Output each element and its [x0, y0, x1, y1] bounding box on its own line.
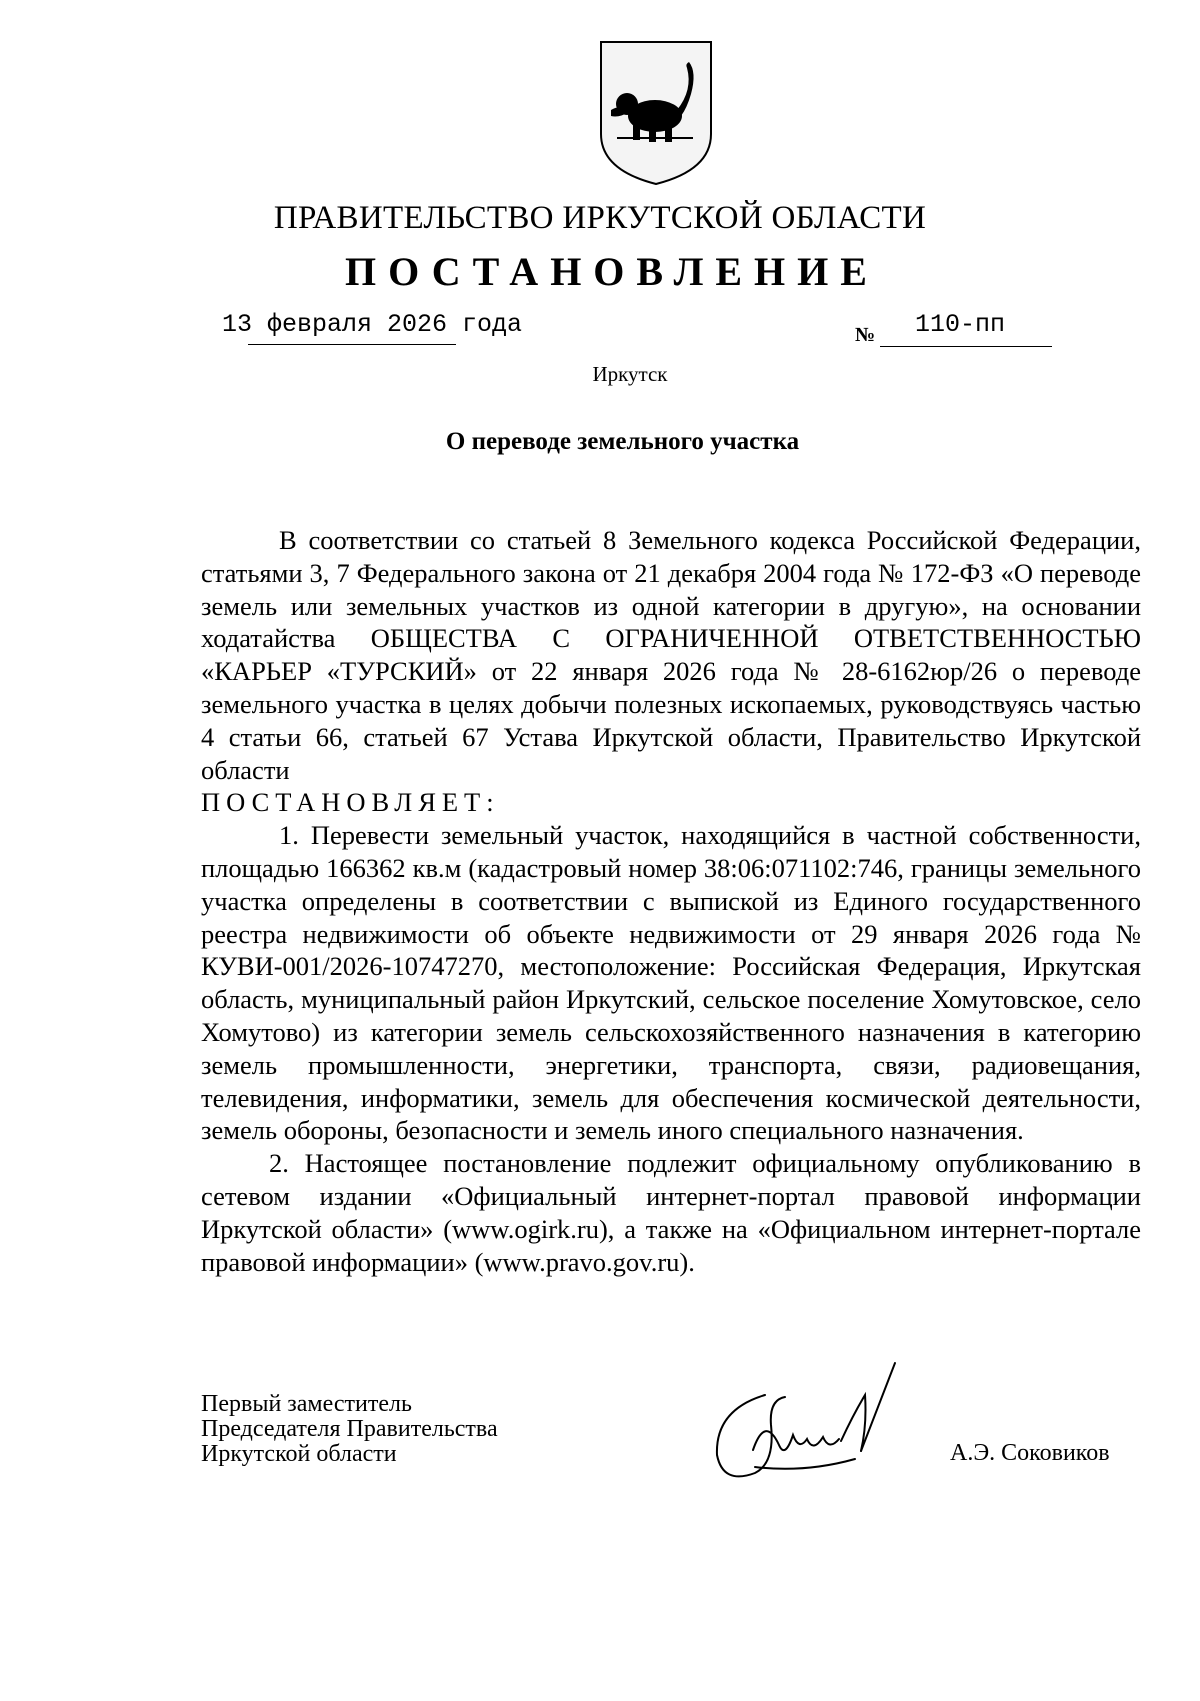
handwritten-signature — [695, 1355, 925, 1505]
signer-position-line-1: Первый заместитель — [201, 1391, 412, 1417]
document-body — [201, 524, 1141, 1278]
document-number: 110-пп — [915, 310, 1006, 339]
government-title: ПРАВИТЕЛЬСТВО ИРКУТСКОЙ ОБЛАСТИ — [273, 200, 927, 236]
number-sign: № — [855, 324, 876, 346]
signer-position — [201, 1392, 498, 1467]
issue-city: Иркутск — [592, 362, 668, 386]
resolution-item-2: 2. Настоящее постановление подлежит официальному опубликованию в сетевом издании «Официальный интернет-портал правовой информации Иркутской области» (www.ogirk.ru), а также на «Официальном интернет-портале правовой информации» (www.pravo.gov.ru). — [201, 1148, 1141, 1277]
resolution-item-1: 1. Перевести земельный участок, находящийся в частной собственности, площадью 166362 кв.м (кадастровый номер 38:06:071102:746, границы земельного участка определены в соответствии с выпиской из Единого государственного реестра недвижимости об объекте недвижимости от 29 января 2026 года № КУВИ-001/2026-10747270, местоположение: Российская Федерация, Иркутская область, муниципальный район Иркутский, сельское поселение Хомутовское, село Хомутово) из категории земель сельскохозяйственного назначения в категорию земель промышленности, энергетики, транспорта, связи, радиовещания, телевидения, информатики, земель для обеспечения космической деятельности, земель обороны, безопасности и земель иного специального назначения. — [201, 820, 1141, 1146]
number-underline — [880, 346, 1052, 347]
resolves-heading: ПОСТАНОВЛЯЕТ: — [201, 787, 500, 818]
document-date: 13 февраля 2026 года — [222, 310, 523, 339]
preamble-paragraph: В соответствии со статьей 8 Земельного кодекса Российской Федерации, статьями 3, 7 Федерального закона от 21 декабря 2004 года № 172-ФЗ «О переводе земель или земельных участков из одной категории в другую», на основании ходатайства ОБЩЕСТВА С ОГРАНИЧЕННОЙ ОТВЕТСТВЕННОСТЬЮ «КАРЬЕР «ТУРСКИЙ» от 22 января 2026 года № 28-6162юр/26 о переводе земельного участка в целях добычи полезных ископаемых, руководствуясь частью 4 статьи 66, статьей 67 Устава Иркутской области, Правительство Иркутской области — [201, 525, 1141, 785]
document-type: ПОСТАНОВЛЕНИЕ — [345, 249, 879, 294]
date-underline — [248, 344, 456, 345]
document-subject: О переводе земельного участка — [445, 428, 800, 455]
signer-position-line-2: Председателя Правительства — [201, 1416, 498, 1442]
signer-position-line-3: Иркутской области — [201, 1441, 397, 1467]
signer-name: А.Э. Соковиков — [950, 1440, 1110, 1466]
coat-of-arms-icon — [597, 38, 715, 188]
